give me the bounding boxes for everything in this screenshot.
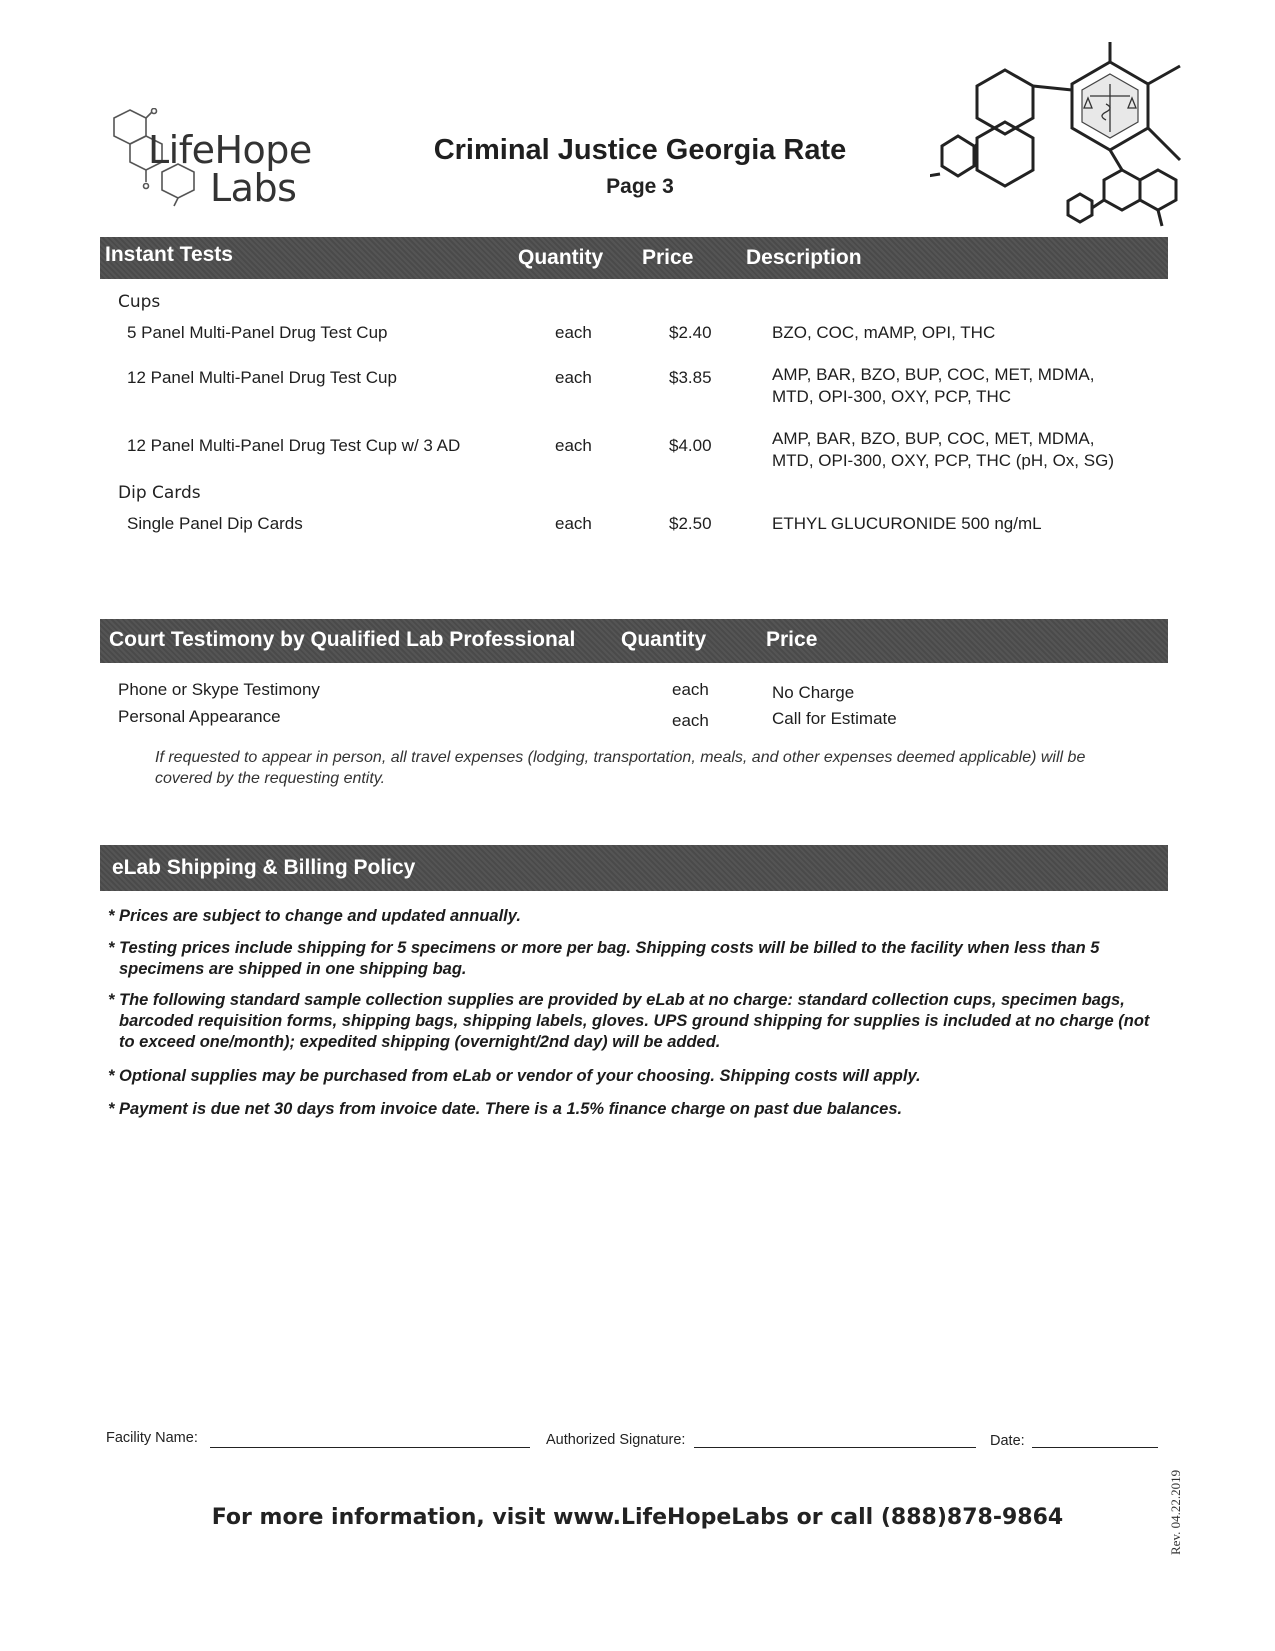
facility-name-label: Facility Name: xyxy=(106,1430,198,1446)
group-label-cups: Cups xyxy=(118,292,161,312)
test-price: $2.50 xyxy=(669,514,712,533)
policy-item xyxy=(108,1099,1168,1120)
testimony-price: Call for Estimate xyxy=(772,709,897,728)
policy-item xyxy=(108,1066,1168,1087)
page-number: Page 3 xyxy=(606,175,674,198)
facility-name-field[interactable] xyxy=(210,1447,530,1448)
testimony-quantity: each xyxy=(672,680,709,699)
test-description: ETHYL GLUCURONIDE 500 ng/mL xyxy=(772,514,1042,533)
price-column-header: Price xyxy=(642,246,694,269)
test-name: 5 Panel Multi-Panel Drug Test Cup xyxy=(127,323,388,342)
instant-tests-header xyxy=(100,237,1168,279)
company-logo xyxy=(100,108,340,218)
description-column-header: Description xyxy=(746,246,862,269)
test-price: $3.85 xyxy=(669,368,712,387)
bullet-star: * xyxy=(108,939,115,957)
court-price-column-header: Price xyxy=(766,628,818,651)
policy-text: Prices are subject to change and updated annually. xyxy=(119,907,521,925)
test-quantity: each xyxy=(555,436,592,455)
testimony-name: Phone or Skype Testimony xyxy=(118,680,320,699)
molecule-scales-graphic-icon xyxy=(930,40,1240,240)
testimony-quantity: each xyxy=(672,711,709,730)
test-price: $2.40 xyxy=(669,323,712,342)
authorized-signature-field[interactable] xyxy=(694,1447,976,1448)
policy-text: Payment is due net 30 days from invoice date. There is a 1.5% finance charge on past due balances. xyxy=(119,1100,903,1118)
test-description-line2: MTD, OPI-300, OXY, PCP, THC xyxy=(772,387,1012,406)
document-title: Criminal Justice Georgia Rate xyxy=(433,134,847,166)
policy-title: eLab Shipping & Billing Policy xyxy=(112,856,416,879)
policy-text: Testing prices include shipping for 5 specimens or more per bag. Shipping costs will be billed to the facility when less than 5 specimens are shipped in one shipping bag. xyxy=(119,939,1100,978)
test-price: $4.00 xyxy=(669,436,712,455)
test-name: 12 Panel Multi-Panel Drug Test Cup w/ 3 AD xyxy=(127,436,461,455)
revision-label: Rev. 04.22.2019 xyxy=(1168,1469,1183,1555)
test-description-line2: MTD, OPI-300, OXY, PCP, THC (pH, Ox, SG) xyxy=(772,451,1114,470)
test-quantity: each xyxy=(555,368,592,387)
logo-text-labs: Labs xyxy=(210,166,297,210)
test-name: 12 Panel Multi-Panel Drug Test Cup xyxy=(127,368,397,387)
travel-expense-note: If requested to appear in person, all travel expenses (lodging, transportation, meals, and other expenses deemed applicable) will be covered by the requesting entity. xyxy=(155,749,1086,787)
policy-item xyxy=(108,906,1168,927)
test-name: Single Panel Dip Cards xyxy=(127,514,303,533)
quantity-column-header: Quantity xyxy=(518,246,604,269)
test-description: AMP, BAR, BZO, BUP, COC, MET, MDMA, xyxy=(772,429,1095,448)
court-quantity-column-header: Quantity xyxy=(621,628,707,651)
bullet-star: * xyxy=(108,991,115,1009)
date-label: Date: xyxy=(990,1433,1025,1449)
policy-item xyxy=(108,990,1168,1053)
authorized-signature-label: Authorized Signature: xyxy=(546,1432,686,1448)
instant-tests-title: Instant Tests xyxy=(105,243,233,266)
policy-text: Optional supplies may be purchased from eLab or vendor of your choosing. Shipping costs will apply. xyxy=(119,1067,921,1085)
testimony-price: No Charge xyxy=(772,683,855,702)
policy-item xyxy=(108,938,1168,980)
group-label-dip-cards: Dip Cards xyxy=(118,483,201,503)
test-description: BZO, COC, mAMP, OPI, THC xyxy=(772,323,996,342)
bullet-star: * xyxy=(108,1100,115,1118)
date-field[interactable] xyxy=(1032,1447,1158,1448)
court-testimony-title: Court Testimony by Qualified Lab Professional xyxy=(109,628,576,651)
court-testimony-header xyxy=(100,619,1168,663)
bullet-star: * xyxy=(108,907,115,925)
policy-text: The following standard sample collection supplies are provided by eLab at no charge: standard collection cups, specimen bags, barcoded requisition forms, shipping bags, shipping labels, gloves. UPS ground shipping for supplies is included at no charge (not to exceed one/month); expedited shipping (overnight/2nd day) will be added. xyxy=(119,991,1150,1051)
test-quantity: each xyxy=(555,514,592,533)
contact-info-footer: For more information, visit www.LifeHopeLabs or call (888)878-9864 xyxy=(211,1505,1064,1530)
logo-text-lifehope: LifeHope xyxy=(148,128,312,172)
testimony-name: Personal Appearance xyxy=(118,707,281,726)
policy-header xyxy=(100,845,1168,891)
test-quantity: each xyxy=(555,323,592,342)
bullet-star: * xyxy=(108,1067,115,1085)
test-description: AMP, BAR, BZO, BUP, COC, MET, MDMA, xyxy=(772,365,1095,384)
